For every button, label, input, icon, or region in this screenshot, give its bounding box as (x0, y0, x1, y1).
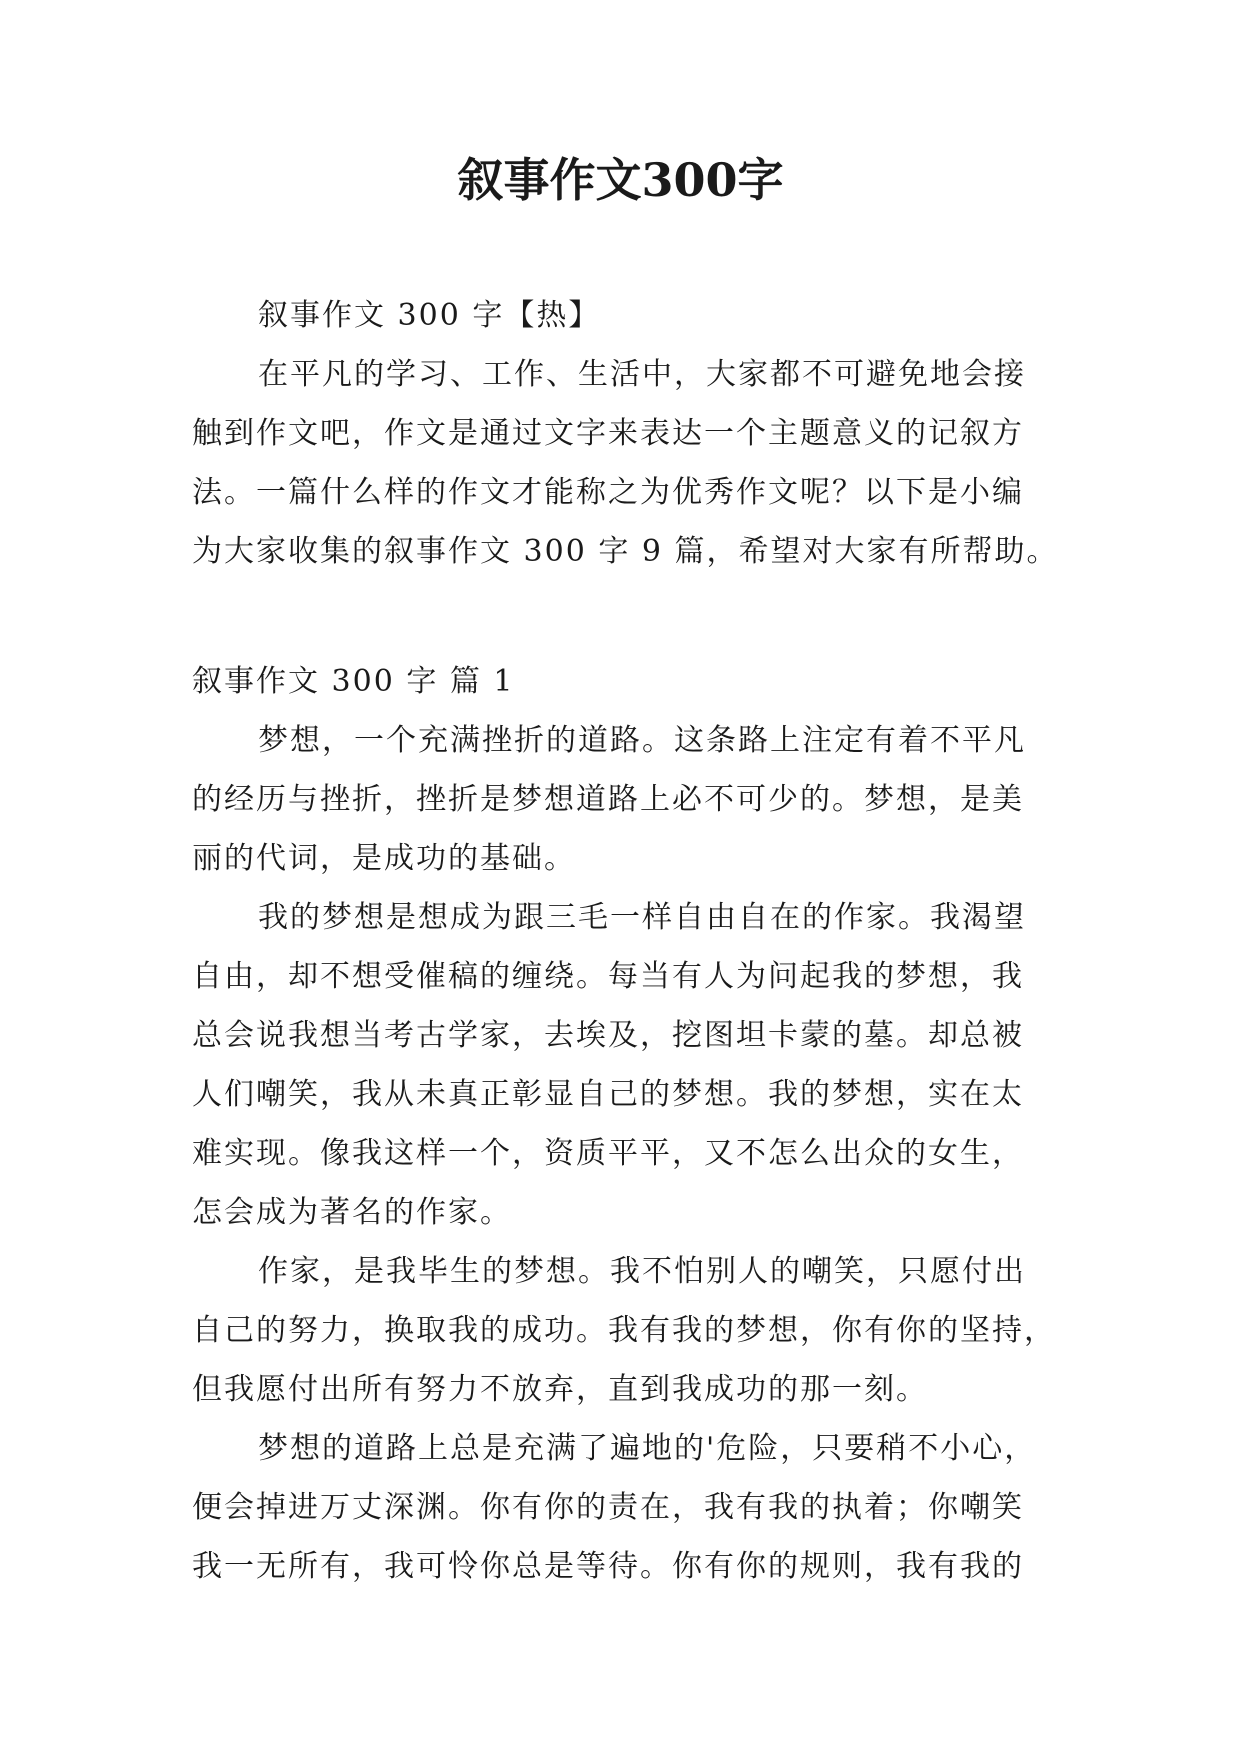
document-title: 叙事作文300字 (457, 153, 784, 207)
paragraph-line: 梦想，一个充满挫折的道路。这条路上注定有着不平凡 (258, 723, 1026, 758)
paragraph-line: 自由，却不想受催稿的缠绕。每当有人为问起我的梦想，我 (192, 959, 1024, 994)
intro-line: 触到作文吧，作文是通过文字来表达一个主题意义的记叙方 (192, 416, 1024, 451)
paragraph-line: 我一无所有，我可怜你总是等待。你有你的规则，我有我的 (192, 1549, 1024, 1584)
paragraph-line: 人们嘲笑，我从未真正彰显自己的梦想。我的梦想，实在太 (192, 1077, 1024, 1112)
paragraph-line: 自己的努力，换取我的成功。我有我的梦想，你有你的坚持， (192, 1313, 1056, 1348)
intro-line: 在平凡的学习、工作、生活中，大家都不可避免地会接 (258, 357, 1026, 392)
paragraph-line: 总会说我想当考古学家，去埃及，挖图坦卡蒙的墓。却总被 (192, 1018, 1024, 1053)
intro-line: 为大家收集的叙事作文 300 字 9 篇，希望对大家有所帮助。 (192, 534, 1059, 569)
intro-line: 法。一篇什么样的作文才能称之为优秀作文呢？以下是小编 (192, 475, 1024, 510)
paragraph-line: 丽的代词，是成功的基础。 (192, 841, 576, 876)
paragraph-line: 的经历与挫折，挫折是梦想道路上必不可少的。梦想，是美 (192, 782, 1024, 817)
paragraph-line: 我的梦想是想成为跟三毛一样自由自在的作家。我渴望 (258, 900, 1026, 935)
paragraph-line: 但我愿付出所有努力不放弃，直到我成功的那一刻。 (192, 1372, 928, 1407)
section-heading: 叙事作文 300 字 篇 1 (192, 664, 515, 699)
paragraph-line: 难实现。像我这样一个，资质平平，又不怎么出众的女生， (192, 1136, 1024, 1171)
section-gap (192, 581, 1062, 652)
paragraph-line: 怎会成为著名的作家。 (192, 1195, 512, 1230)
intro-subtitle: 叙事作文 300 字【热】 (258, 298, 601, 333)
paragraph-line: 便会掉进万丈深渊。你有你的责在，我有我的执着；你嘲笑 (192, 1490, 1024, 1525)
paragraph-line: 梦想的道路上总是充满了遍地的'危险，只要稍不小心， (258, 1431, 1037, 1466)
document-body (192, 286, 1062, 1596)
paragraph-line: 作家，是我毕生的梦想。我不怕别人的嘲笑，只愿付出 (258, 1254, 1026, 1289)
